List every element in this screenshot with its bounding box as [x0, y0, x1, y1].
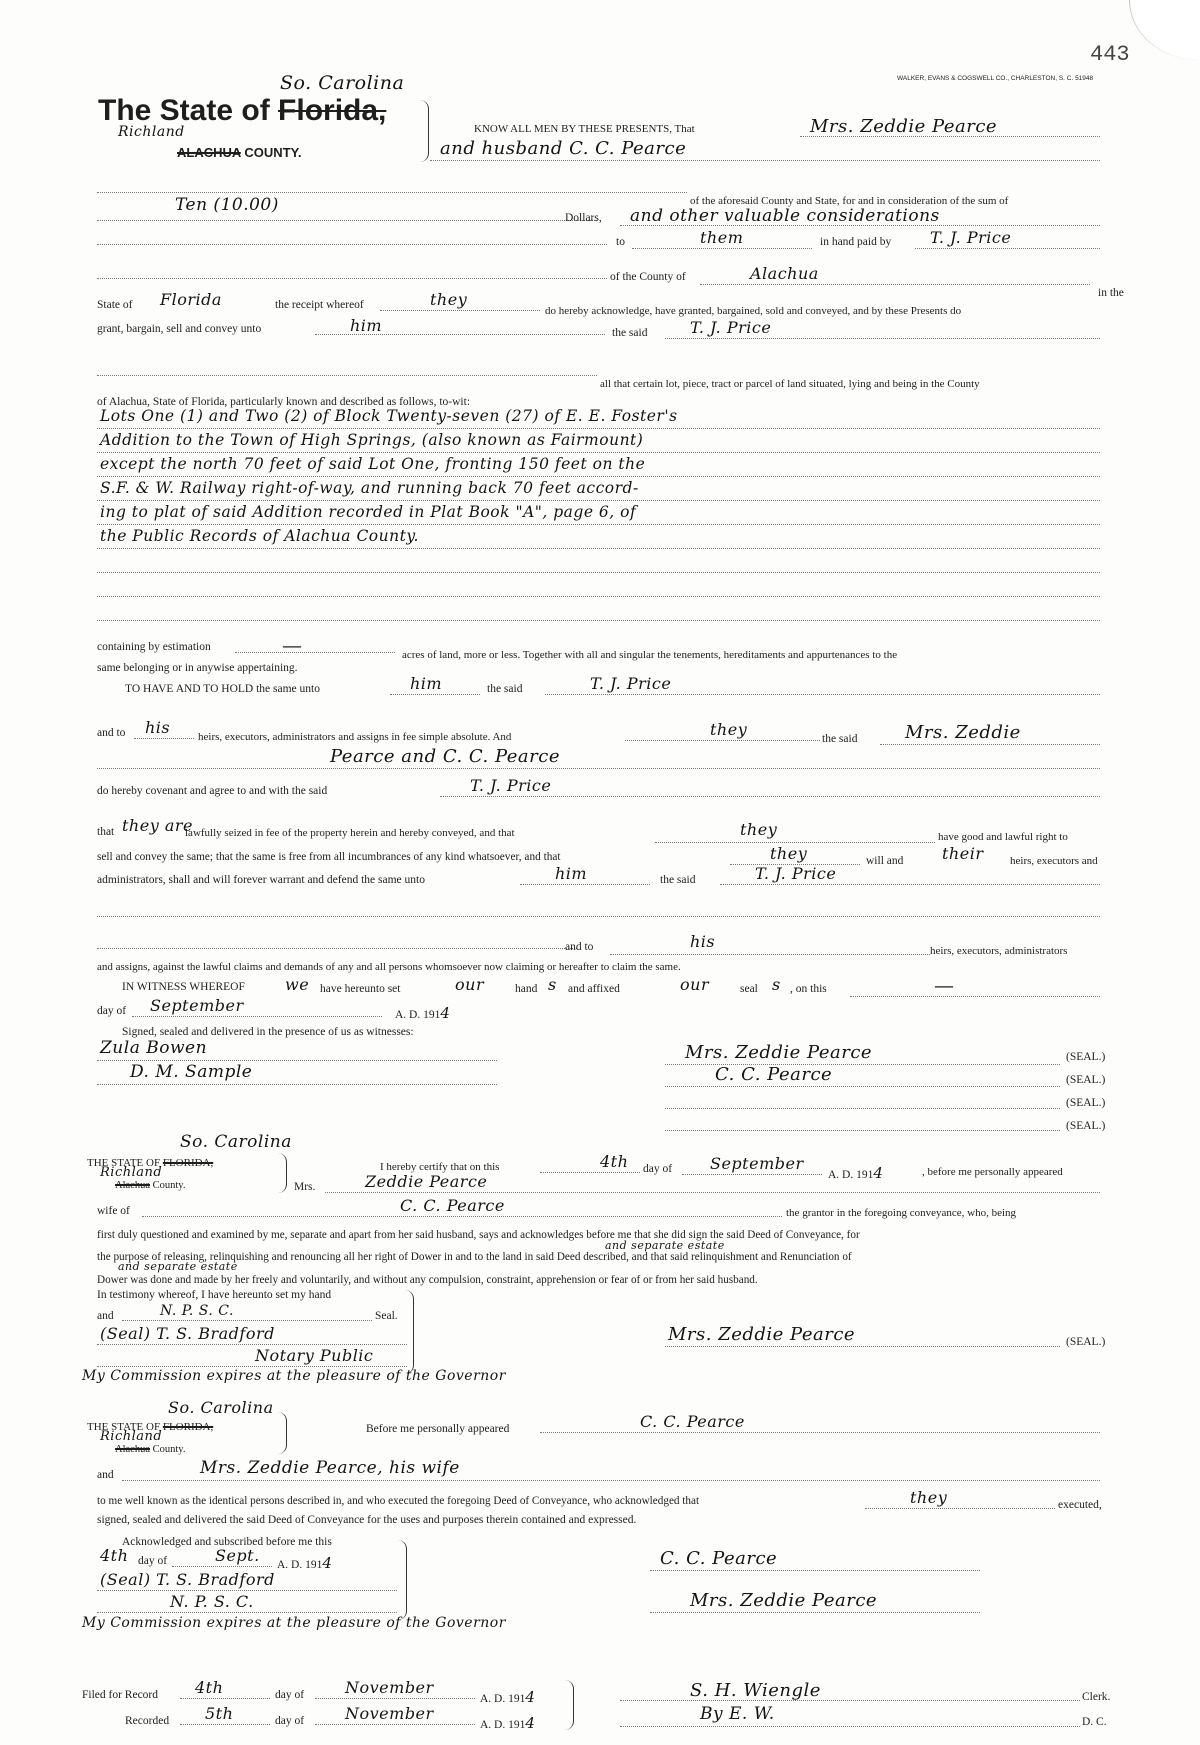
affixed-written: our: [680, 975, 710, 994]
cert1-testimony-text: In testimony whereof, I have hereunto set my hand: [97, 1289, 332, 1301]
cert2-county-label: County.: [152, 1444, 186, 1455]
signature-1-written: Mrs. Zeddie Pearce: [685, 1042, 873, 1063]
aforesaid-text: of the aforesaid County and State, for and in consideration of the sum of: [690, 195, 1009, 207]
seal-label: seal: [740, 983, 758, 995]
covenant-text: do hereby covenant and agree to and with the said: [97, 785, 328, 797]
dollars-label: Dollars,: [565, 212, 602, 224]
habendum-written: him: [410, 674, 443, 693]
the-said-label: the said: [612, 327, 648, 339]
heirs-text: heirs, executors, administrators and assigns in fee simple absolute. And: [198, 731, 512, 743]
acres-written: —: [283, 635, 301, 655]
cert2-state-struck: FLORIDA,: [162, 1421, 214, 1433]
covenant-written: T. J. Price: [470, 776, 552, 795]
cert1-body-line-2: the purpose of releasing, relinquishing and renouncing all her right of Dower in and to the land in said Deed described, and that said relinquishment and Renunciation of: [97, 1251, 852, 1263]
cert1-ad-label-text: A. D. 191: [828, 1169, 874, 1181]
cert2-signature-1: C. C. Pearce: [660, 1548, 778, 1569]
witness-written: we: [285, 975, 310, 994]
seal-label-4: (SEAL.): [1066, 1120, 1106, 1132]
paid-by-written: T. J. Price: [930, 228, 1012, 247]
cert1-insert2-written: and separate estate: [118, 1260, 238, 1273]
grantee-written: T. J. Price: [690, 318, 772, 337]
seal-label-3: (SEAL.): [1066, 1097, 1106, 1109]
grantor-line2-written: and husband C. C. Pearce: [440, 138, 687, 159]
said-grantor-line2-written: Pearce and C. C. Pearce: [330, 746, 560, 767]
and-to-written-2: his: [690, 932, 716, 951]
grantor-written: Mrs. Zeddie Pearce: [810, 116, 998, 137]
recorded-year-written: 4: [525, 1714, 536, 1732]
printer-imprint: WALKER, EVANS & COGSWELL CO., CHARLESTON, S. C. 51948: [897, 75, 1094, 82]
cert1-mrs-label: Mrs.: [294, 1181, 316, 1193]
filed-ad-label: [480, 1690, 535, 1706]
ad-label: [395, 1006, 450, 1022]
cert1-notary-2: Notary Public: [255, 1346, 374, 1365]
cert2-county-written: Richland: [100, 1429, 163, 1444]
will-and-label: will and: [866, 855, 904, 867]
cert2-day-written: 4th: [100, 1546, 129, 1565]
in-the-label: in the: [1098, 287, 1124, 299]
cert1-mrs-written: Zeddie Pearce: [365, 1172, 488, 1191]
title-prefix: [98, 96, 386, 126]
hand-written: s: [548, 975, 557, 994]
sell-text: sell and convey the same; that the same is free from all incumbrances of any kind whatsoever, and that: [97, 851, 561, 863]
admin-written: him: [555, 864, 588, 883]
cert1-commission: My Commission expires at the pleasure of the Governor: [82, 1368, 506, 1384]
description-line-6: the Public Records of Alachua County.: [100, 527, 419, 545]
cert2-ad-label-text: A. D. 191: [277, 1559, 323, 1571]
county-label: COUNTY.: [244, 145, 302, 160]
on-this-written: —: [935, 975, 953, 995]
cert2-commission: My Commission expires at the pleasure of the Governor: [82, 1615, 506, 1631]
filed-year-written: 4: [525, 1688, 536, 1706]
cert1-county-label: County.: [152, 1180, 186, 1191]
clerk-written: S. H. Wiengle: [690, 1680, 821, 1701]
admin-said-label: the said: [660, 874, 696, 886]
filed-month-written: November: [345, 1678, 434, 1697]
and-to-label: and to: [97, 727, 126, 739]
cert2-executed-label: executed,: [1058, 1499, 1102, 1511]
cert2-signed-text: signed, sealed and delivered the said Deed of Conveyance for the uses and purposes therein contained and expressed.: [97, 1514, 637, 1526]
cert1-certify-text: I hereby certify that on this: [380, 1161, 500, 1173]
will-and-written: their: [942, 844, 984, 863]
signature-2-written: C. C. Pearce: [715, 1064, 833, 1085]
acres-text: acres of land, more or less. Together with all and singular the tenements, hereditaments and appurtenances to the: [402, 649, 898, 661]
grantee-pronoun-written: him: [350, 316, 383, 335]
cert1-grantor-text: the grantor in the foregoing conveyance, who, being: [786, 1207, 1017, 1219]
cert1-ad-label: [828, 1166, 883, 1182]
hereunto-label: have hereunto set: [320, 983, 401, 995]
recorded-day-of-label: day of: [275, 1715, 305, 1727]
county-line: [177, 146, 301, 159]
receipt-label: the receipt whereof: [275, 299, 364, 311]
clerk-label: Clerk.: [1082, 1691, 1111, 1703]
ad-written: 4: [440, 1004, 451, 1022]
county-struck: ALACHUA: [177, 145, 241, 160]
filed-label: Filed for Record: [82, 1689, 159, 1701]
seal-label-1: (SEAL.): [1066, 1051, 1106, 1063]
cert2-state-label: THE STATE OF: [87, 1421, 161, 1433]
cert2-known-written: they: [910, 1488, 948, 1507]
hand-label: hand: [515, 983, 538, 995]
cert2-ad-label: [277, 1556, 332, 1572]
cert2-state-written: So. Carolina: [168, 1398, 274, 1417]
description-line-2: Addition to the Town of High Springs, (also known as Fairmount): [100, 431, 644, 449]
recorded-ad-label: [480, 1716, 535, 1732]
cert1-before-text: , before me personally appeared: [922, 1166, 1063, 1178]
cert2-sign-brace: [398, 1540, 407, 1620]
cert2-known-text: to me well known as the identical persons described in, and who executed the foregoing Deed of Conveyance, who acknowledged that: [97, 1495, 700, 1507]
title-prefix-text: The State of: [98, 94, 270, 127]
recorded-day-written: 5th: [205, 1704, 234, 1723]
land-text: all that certain lot, piece, tract or parcel of land situated, lying and being in the County: [600, 378, 980, 390]
cert1-notary-1: (Seal) T. S. Bradford: [100, 1324, 275, 1343]
cert2-county-line: [115, 1445, 185, 1456]
cert1-seal-label: (SEAL.): [1066, 1336, 1106, 1348]
cert1-ad-written: 4: [873, 1164, 884, 1182]
said-grantor-written: Mrs. Zeddie: [905, 722, 1021, 743]
to-label: to: [616, 236, 625, 248]
cert2-notary-2: N. P. S. C.: [170, 1592, 254, 1611]
sum-written: Ten (10.00): [175, 195, 279, 215]
folded-corner: [1129, 0, 1200, 60]
cert2-before-text: Before me personally appeared: [366, 1423, 510, 1435]
to-written: them: [700, 228, 744, 247]
county-written: Richland: [118, 124, 185, 140]
heirs-exec-text: heirs, executors and: [1010, 855, 1098, 867]
cert1-state-written: So. Carolina: [180, 1132, 292, 1152]
containing-label: containing by estimation: [97, 641, 211, 653]
admin-text: administrators, shall and will forever warrant and defend the same unto: [97, 874, 425, 886]
seized-text: lawfully seized in fee of the property herein and hereby conveyed, and that: [185, 827, 515, 839]
signed-text: Signed, sealed and delivered in the presence of us as witnesses:: [122, 1026, 414, 1038]
cert1-and-label: and: [97, 1310, 114, 1322]
filed-ad-text: A. D. 191: [480, 1693, 526, 1705]
cert1-state-label: THE STATE OF: [87, 1157, 161, 1169]
cert1-county-written: Richland: [100, 1165, 163, 1180]
that-written: they are: [122, 816, 193, 835]
cert1-day-of-label: day of: [643, 1163, 673, 1175]
deed-intro: KNOW ALL MEN BY THESE PRESENTS, That: [474, 123, 695, 135]
page-number: 443: [1090, 42, 1130, 67]
cert2-ack-text: Acknowledged and subscribed before me this: [122, 1536, 332, 1548]
title-state-struck: Florida,: [278, 94, 387, 127]
cert2-and-written: Mrs. Zeddie Pearce, his wife: [200, 1458, 460, 1478]
cert2-notary-1: (Seal) T. S. Bradford: [100, 1570, 275, 1589]
description-line-4: S.F. & W. Railway right-of-way, and running back 70 feet accord-: [100, 479, 639, 497]
cert1-brace: [278, 1153, 287, 1193]
grant-text: grant, bargain, sell and convey unto: [97, 323, 262, 335]
on-this-label: , on this: [790, 983, 827, 995]
state-of-label: State of: [97, 299, 133, 311]
sell-written: they: [770, 844, 808, 863]
cert2-day-of-label: day of: [138, 1555, 168, 1567]
seal-written: s: [772, 975, 781, 994]
header-brace: [420, 100, 429, 162]
filing-brace: [565, 1680, 574, 1730]
acknowledge-text: do hereby acknowledge, have granted, bargained, sold and conveyed, and by these Presents do: [545, 305, 962, 317]
cert1-insert1-written: and separate estate: [605, 1239, 725, 1252]
witness-label: IN WITNESS WHEREOF: [122, 981, 245, 993]
cert2-ad-written: 4: [322, 1554, 333, 1572]
cert1-seal-text: Seal.: [375, 1310, 398, 1322]
and-written: they: [710, 720, 748, 739]
cert2-signature-2: Mrs. Zeddie Pearce: [690, 1590, 878, 1611]
seal-label-2: (SEAL.): [1066, 1074, 1106, 1086]
paid-by-label: in hand paid by: [820, 236, 892, 248]
belonging-text: same belonging or in anywise appertaining.: [97, 662, 298, 674]
habendum-grantee-written: T. J. Price: [590, 674, 672, 693]
cert1-county-struck: Alachua: [115, 1180, 150, 1191]
and-to-written: his: [145, 718, 171, 737]
cert1-county-line: [115, 1181, 185, 1192]
ad-label-text: A. D. 191: [395, 1009, 441, 1021]
cert1-month-written: September: [710, 1154, 804, 1173]
day-of-label: day of: [97, 1005, 127, 1017]
cert1-signature: Mrs. Zeddie Pearce: [668, 1324, 856, 1345]
and-to-label-2: and to: [565, 941, 594, 953]
seized-written: they: [740, 820, 778, 839]
receipt-written: they: [430, 290, 468, 309]
dc-label: D. C.: [1082, 1716, 1107, 1728]
cert2-appeared-written: C. C. Pearce: [640, 1412, 745, 1431]
that-label: that: [97, 826, 115, 838]
cert1-body-line-1: first duly questioned and examined by me, separate and apart from her said husband, says and acknowledges before me that she did sign the said Deed of Conveyance, for: [97, 1229, 860, 1241]
title-state-written: So. Carolina: [280, 72, 405, 94]
cert2-brace: [278, 1412, 287, 1454]
witness-2-written: D. M. Sample: [130, 1062, 253, 1082]
hereunto-written: our: [455, 975, 485, 994]
deputy-written: By E. W.: [700, 1704, 775, 1724]
recorded-label: Recorded: [125, 1715, 170, 1727]
cert2-county-struck: Alachua: [115, 1444, 150, 1455]
filed-day-of-label: day of: [275, 1689, 305, 1701]
alachua-text: of Alachua, State of Florida, particularly known and described as follows, to-wit:: [97, 396, 471, 408]
description-line-1: Lots One (1) and Two (2) of Block Twenty-seven (27) of E. E. Foster's: [100, 407, 678, 425]
witness-1-written: Zula Bowen: [100, 1038, 208, 1058]
cert1-and-written: N. P. S. C.: [160, 1303, 234, 1319]
cert1-sign-brace: [405, 1290, 414, 1374]
habendum-said-label: the said: [487, 683, 523, 695]
cert1-wife-written: C. C. Pearce: [400, 1196, 505, 1215]
day-of-written: September: [150, 996, 244, 1015]
cert1-body-line-3: Dower was done and made by her freely and voluntarily, and without any compulsion, constraint, apprehension or fear of or from her said husband.: [97, 1274, 758, 1286]
recorded-ad-text: A. D. 191: [480, 1719, 526, 1731]
assigns-text: and assigns, against the lawful claims and demands of any and all persons whomsoever now claiming or hereafter to claim the same.: [97, 961, 681, 973]
description-line-3: except the north 70 feet of said Lot One, fronting 150 feet on the: [100, 455, 646, 473]
cert1-day-written: 4th: [600, 1152, 629, 1171]
cert1-state-struck: FLORIDA,: [162, 1157, 214, 1169]
the-said-label-2: the said: [822, 733, 858, 745]
other-consideration-written: and other valuable considerations: [630, 206, 940, 226]
affixed-label: and affixed: [568, 983, 620, 995]
admin-grantee-written: T. J. Price: [755, 864, 837, 883]
heirs-admin-text: heirs, executors, administrators: [930, 945, 1068, 957]
cert2-month-written: Sept.: [215, 1546, 260, 1565]
cert1-wife-label: wife of: [97, 1205, 130, 1217]
cert2-and-label: and: [97, 1469, 114, 1481]
description-line-5: ing to plat of said Addition recorded in Plat Book "A", page 6, of: [100, 503, 637, 521]
of-county-label: of the County of: [610, 271, 686, 283]
habendum-label: TO HAVE AND TO HOLD the same unto: [125, 683, 320, 695]
state-of-written: Florida: [160, 290, 222, 309]
good-right-text: have good and lawful right to: [938, 831, 1068, 843]
filed-day-written: 4th: [195, 1678, 224, 1697]
recorded-month-written: November: [345, 1704, 434, 1723]
county-of-written: Alachua: [750, 264, 819, 283]
